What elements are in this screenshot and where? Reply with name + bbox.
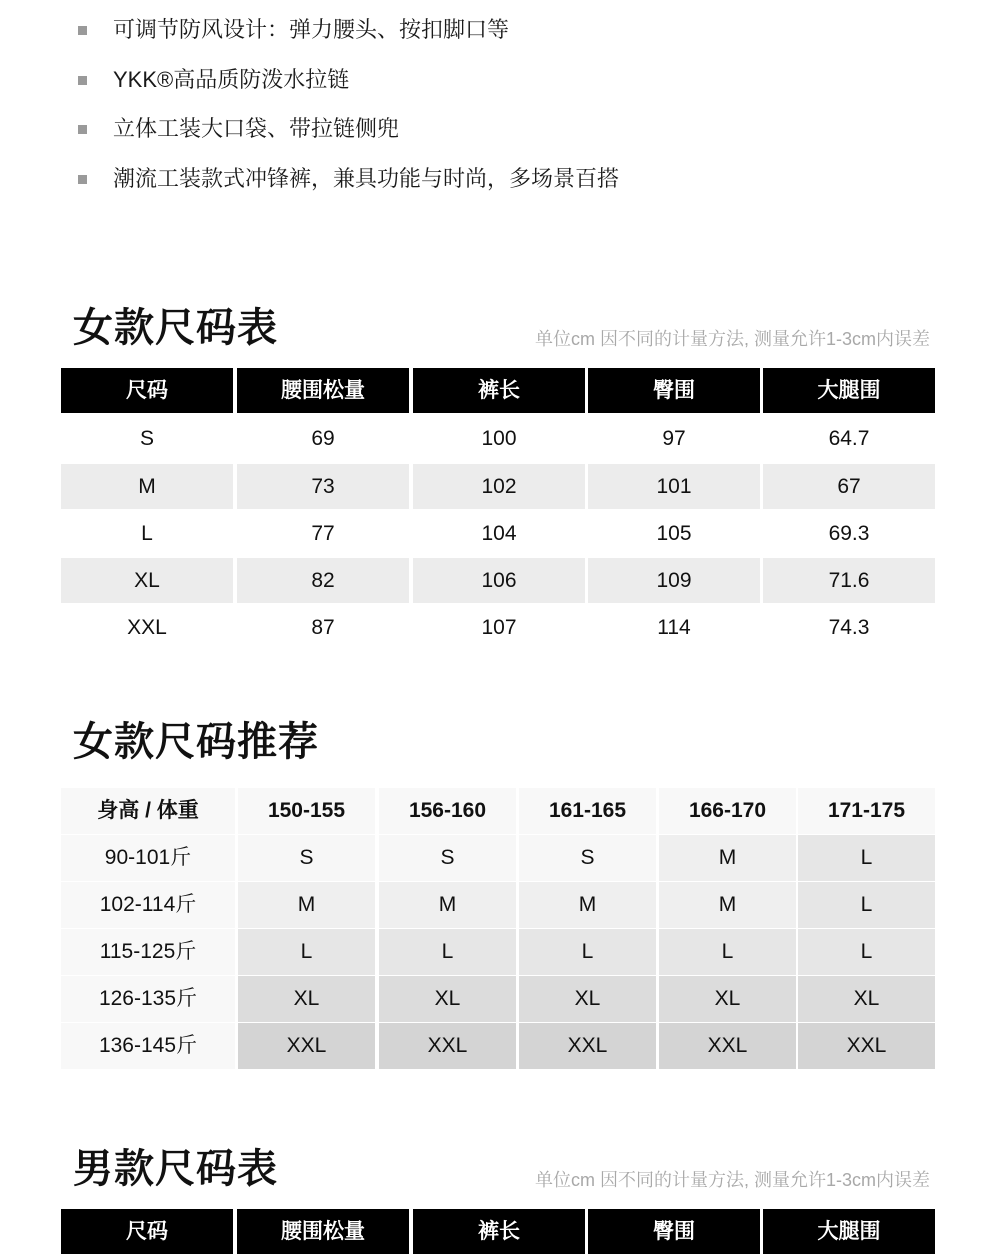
recommend-cell: L	[798, 835, 935, 881]
table-cell: 102	[413, 464, 585, 509]
table-cell: L	[141, 522, 153, 545]
recommend-row	[61, 882, 935, 928]
men-size-chart-title: 男款尺码表	[73, 1147, 278, 1191]
recommend-cell: L	[379, 929, 516, 975]
table-cell: M	[61, 464, 233, 509]
bullet-square-icon	[78, 175, 87, 184]
table-header-row	[61, 368, 935, 413]
feature-text: 可调节防风设计：弹力腰头、按扣脚口等	[113, 17, 510, 42]
recommend-cell: M	[519, 882, 656, 928]
weight-label-cell: 115-125斤	[61, 929, 235, 975]
recommend-cell: L	[798, 929, 935, 975]
feature-item	[0, 65, 1000, 95]
recommend-cell: S	[519, 835, 656, 881]
bullet-square-icon	[78, 125, 87, 134]
recommend-header-row	[61, 788, 935, 834]
recommend-cell: XXL	[659, 1023, 796, 1069]
table-cell: 87	[311, 616, 335, 639]
table-cell: 69	[311, 427, 335, 450]
recommend-cell: XL	[798, 976, 935, 1022]
height-header-cell: 171-175	[798, 788, 935, 834]
recommend-cell: M	[238, 882, 375, 928]
table-cell: 97	[662, 427, 686, 450]
table-header-row	[61, 1209, 935, 1254]
recommend-cell: L	[798, 882, 935, 928]
header-cell-waist: 腰围松量	[237, 1209, 409, 1254]
table-cell: 104	[481, 522, 517, 545]
feature-item	[0, 114, 1000, 144]
recommend-cell: XXL	[519, 1023, 656, 1069]
recommend-cell: XXL	[798, 1023, 935, 1069]
height-header-cell: 161-165	[519, 788, 656, 834]
header-cell-thigh: 大腿围	[763, 1209, 935, 1254]
measurement-note: 单位cm 因不同的计量方法, 测量允许1-3cm内误差	[534, 329, 930, 349]
weight-label-cell: 102-114斤	[61, 882, 235, 928]
table-cell: 67	[763, 464, 935, 509]
recommend-row	[61, 1023, 935, 1069]
table-row	[61, 511, 935, 556]
table-row	[61, 558, 935, 603]
recommend-cell: XL	[519, 976, 656, 1022]
weight-label-cell: 136-145斤	[61, 1023, 235, 1069]
bullet-square-icon	[78, 76, 87, 85]
table-cell: 69.3	[828, 522, 870, 545]
table-cell: 107	[481, 616, 517, 639]
table-cell: 100	[481, 427, 517, 450]
height-header-cell: 156-160	[379, 788, 516, 834]
table-cell: 82	[237, 558, 409, 603]
bullet-square-icon	[78, 26, 87, 35]
feature-text: YKK®高品质防泼水拉链	[113, 67, 350, 92]
recommend-cell: L	[519, 929, 656, 975]
feature-text: 立体工装大口袋、带拉链侧兜	[113, 116, 400, 141]
women-size-chart-title: 女款尺码表	[73, 306, 278, 350]
header-cell-length: 裤长	[413, 1209, 585, 1254]
header-cell-waist: 腰围松量	[237, 368, 409, 413]
table-cell: S	[139, 427, 154, 450]
table-row	[61, 605, 935, 650]
recommend-cell: XL	[659, 976, 796, 1022]
table-cell: XL	[61, 558, 233, 603]
table-cell: 73	[237, 464, 409, 509]
measurement-note: 单位cm 因不同的计量方法, 测量允许1-3cm内误差	[534, 1170, 930, 1190]
weight-label-cell: 90-101斤	[61, 835, 235, 881]
recommend-cell: L	[659, 929, 796, 975]
height-header-cell: 166-170	[659, 788, 796, 834]
header-cell-thigh: 大腿围	[763, 368, 935, 413]
table-cell: 105	[656, 522, 692, 545]
recommend-cell: XXL	[379, 1023, 516, 1069]
corner-cell: 身高 / 体重	[61, 788, 235, 834]
recommend-cell: S	[379, 835, 516, 881]
recommend-cell: L	[238, 929, 375, 975]
recommend-cell: S	[238, 835, 375, 881]
feature-item	[0, 15, 1000, 45]
recommend-row	[61, 835, 935, 881]
table-cell: 101	[588, 464, 760, 509]
feature-item	[0, 164, 1000, 194]
table-cell: 109	[588, 558, 760, 603]
recommend-cell: XL	[379, 976, 516, 1022]
table-row	[61, 464, 935, 509]
table-cell: 64.7	[828, 427, 870, 450]
table-cell: 71.6	[763, 558, 935, 603]
table-cell: XXL	[127, 616, 167, 639]
recommend-cell: XL	[238, 976, 375, 1022]
table-row	[61, 416, 935, 461]
header-cell-size: 尺码	[61, 368, 233, 413]
height-header-cell: 150-155	[238, 788, 375, 834]
header-cell-length: 裤长	[413, 368, 585, 413]
feature-text: 潮流工装款式冲锋裤，兼具功能与时尚，多场景百搭	[113, 166, 620, 191]
header-cell-size: 尺码	[61, 1209, 233, 1254]
header-cell-hip: 臀围	[588, 368, 760, 413]
recommend-row	[61, 929, 935, 975]
weight-label-cell: 126-135斤	[61, 976, 235, 1022]
women-recommend-title: 女款尺码推荐	[73, 720, 319, 764]
recommend-cell: M	[659, 835, 796, 881]
recommend-cell: M	[379, 882, 516, 928]
recommend-row	[61, 976, 935, 1022]
header-cell-hip: 臀围	[588, 1209, 760, 1254]
recommend-cell: XXL	[238, 1023, 375, 1069]
table-cell: 74.3	[828, 616, 870, 639]
table-cell: 114	[657, 616, 691, 639]
table-cell: 77	[311, 522, 335, 545]
table-cell: 106	[413, 558, 585, 603]
recommend-cell: M	[659, 882, 796, 928]
